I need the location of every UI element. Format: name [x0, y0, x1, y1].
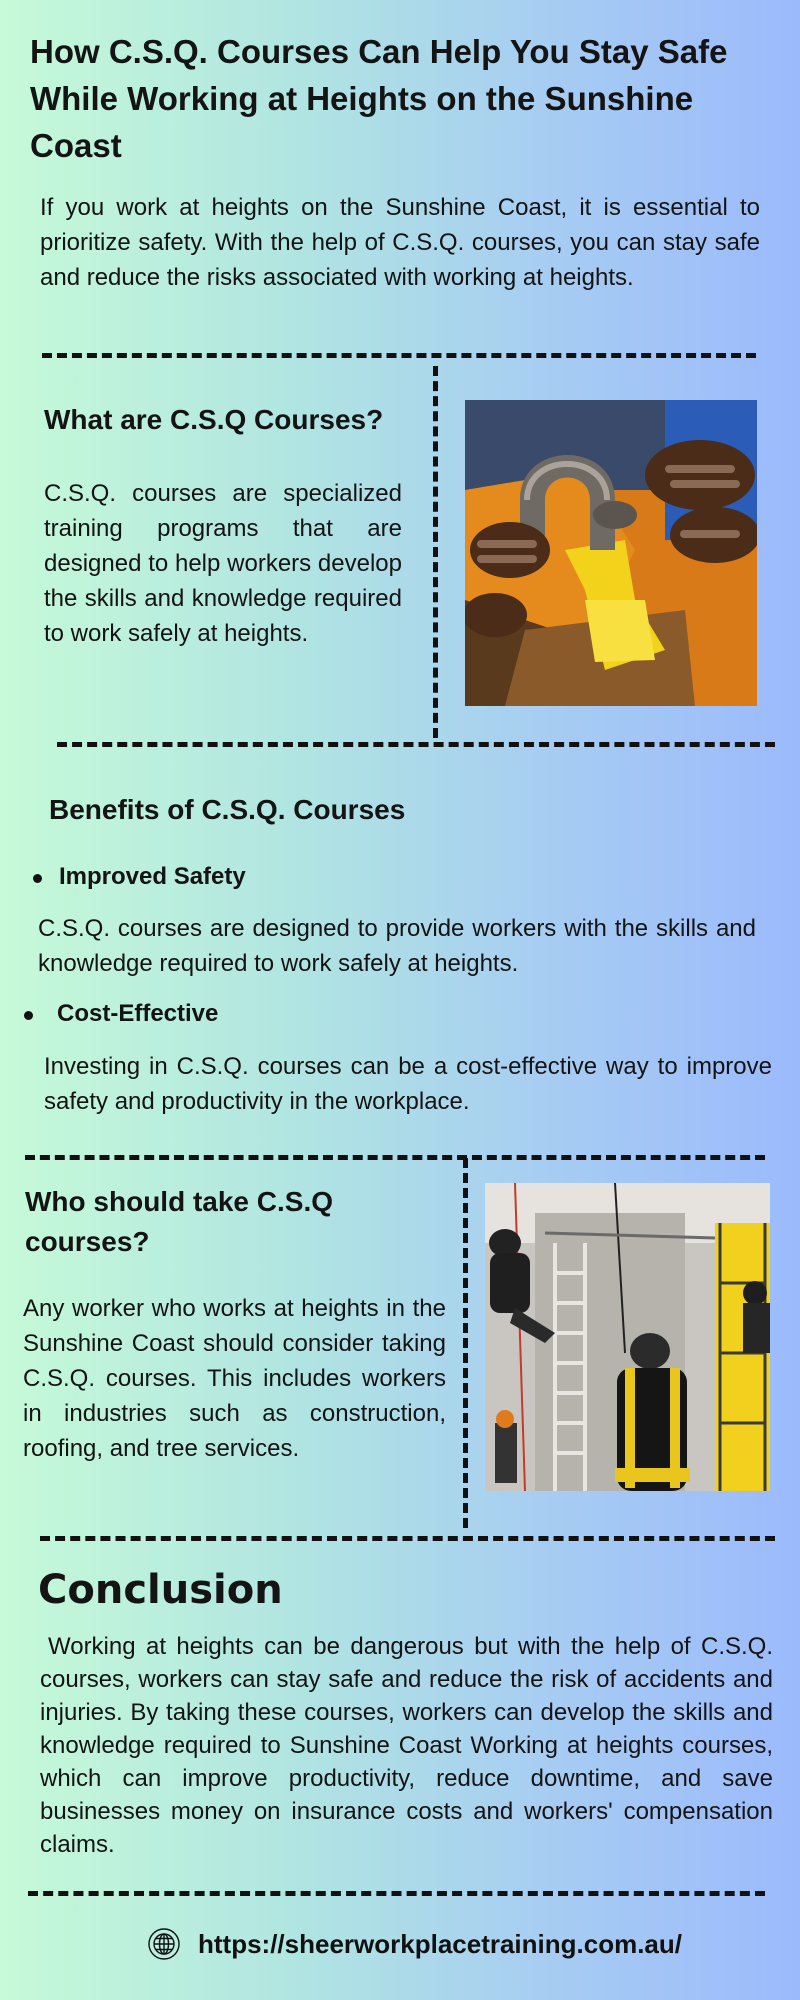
conclusion-text: Working at heights can be dangerous but with the help of C.S.Q. courses, workers can stay safe and reduce the risk of accidents and injuries. By taking these courses, workers can develop the skills and knowledge required to Sunshine Coast Working at heights courses, which can improve productivity, reduce downtime, and save businesses money on insurance costs and workers' compensation claims.	[40, 1633, 773, 1858]
who-text: Any worker who works at heights in the Sunshine Coast should consider taking C.S.Q. courses. This includes workers in industries such as construction, roofing, and tree services.	[23, 1295, 446, 1462]
dashed-divider	[57, 742, 775, 747]
benefits-heading: Benefits of C.S.Q. Courses	[49, 794, 406, 825]
vertical-dashed-divider	[463, 1158, 468, 1528]
benefit-1-text: C.S.Q. courses are designed to provide workers with the skills and knowledge required to work safely at heights.	[38, 915, 756, 977]
website-link[interactable]: https://sheerworkplacetraining.com.au/	[198, 1929, 682, 1959]
shackle-gloves-photo	[465, 400, 757, 706]
dashed-divider	[28, 1891, 765, 1896]
globe-icon	[148, 1928, 180, 1960]
dashed-divider	[25, 1155, 765, 1160]
benefit-1-label: Improved Safety	[59, 863, 246, 890]
rope-access-workers-photo	[485, 1183, 770, 1491]
vertical-dashed-divider	[433, 366, 438, 738]
benefit-2-text: Investing in C.S.Q. courses can be a cost-effective way to improve safety and productivity in the workplace.	[44, 1053, 772, 1115]
what-text: C.S.Q. courses are specialized training programs that are designed to help workers develop the skills and knowledge required to work safely at heights.	[44, 480, 402, 647]
page-title: How C.S.Q. Courses Can Help You Stay Safe While Working at Heights on the Sunshine Coast	[30, 33, 728, 164]
benefit-2-label: Cost-Effective	[57, 1000, 219, 1027]
bullet-dot	[33, 874, 42, 883]
dashed-divider	[40, 1536, 775, 1541]
who-heading: Who should take C.S.Q courses?	[25, 1186, 334, 1257]
what-heading: What are C.S.Q Courses?	[44, 404, 384, 435]
intro-paragraph: If you work at heights on the Sunshine Coast, it is essential to prioritize safety. With the help of C.S.Q. courses, you can stay safe and reduce the risks associated with working at heights.	[40, 194, 760, 291]
bullet-dot	[24, 1011, 33, 1020]
dashed-divider	[42, 353, 756, 358]
conclusion-heading: Conclusion	[38, 1567, 283, 1613]
